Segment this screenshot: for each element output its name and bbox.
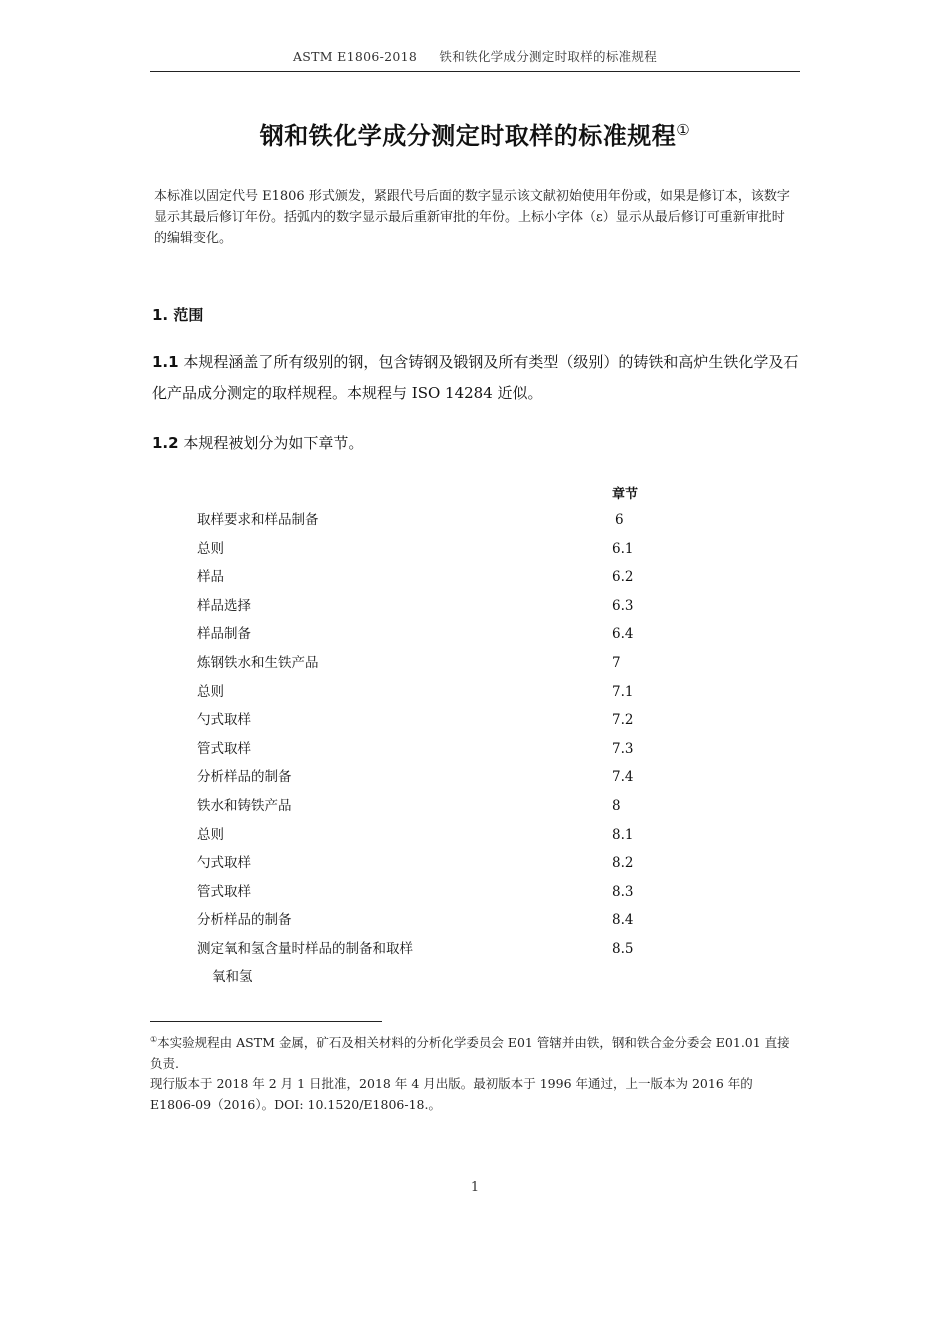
footnote-text-1: 本实验规程由 ASTM 金属，矿石及相关材料的分析化学委员会 E01 管辖并由铁，钢和铁合金分委会 E01.01 直接负责.	[150, 1035, 790, 1071]
contents-row-continuation: 氧和氢	[212, 969, 253, 985]
contents-row-section: 7.3	[612, 740, 634, 757]
contents-row-name: 管式取样	[197, 740, 251, 757]
contents-row	[197, 706, 657, 735]
contents-row	[197, 935, 657, 964]
contents-row-name: 勺式取样	[197, 855, 251, 872]
contents-row-name: 总则	[197, 683, 224, 700]
paragraph-number: 1.1	[152, 353, 179, 371]
contents-row	[197, 620, 657, 649]
contents-list	[197, 506, 657, 964]
contents-row	[197, 535, 657, 564]
paragraph-text: 本规程被划分为如下章节。	[183, 434, 364, 452]
contents-row	[197, 563, 657, 592]
section-heading-scope: 1. 范围	[152, 306, 204, 324]
contents-column-header: 章节	[612, 487, 639, 502]
contents-row-name: 管式取样	[197, 883, 251, 900]
contents-row-section: 7.1	[612, 683, 634, 700]
contents-row	[197, 849, 657, 878]
contents-row-name: 总则	[197, 540, 224, 557]
contents-row-section: 8.3	[612, 883, 634, 900]
running-header	[150, 47, 800, 65]
contents-row	[197, 792, 657, 821]
page-number: 1	[470, 1180, 480, 1195]
paragraph-1-1	[152, 347, 800, 409]
footnote-line-2: 现行版本于 2018 年 2 月 1 日批准，2018 年 4 月出版。最初版本于 1996 年通过，上一版本为 2016 年的 E1806-09（2016）。DOI: 10.1520/E1806-18.。	[150, 1076, 753, 1112]
contents-row-name: 样品	[197, 569, 224, 586]
contents-row	[197, 821, 657, 850]
header-title: 铁和铁化学成分测定时取样的标准规程	[439, 49, 658, 64]
contents-row-section: 8	[612, 797, 621, 814]
contents-row-section: 6	[615, 512, 624, 528]
contents-row-section: 6.4	[612, 626, 634, 643]
contents-row	[197, 649, 657, 678]
contents-row	[197, 678, 657, 707]
document-title-text: 钢和铁化学成分测定时取样的标准规程	[259, 122, 677, 150]
footnote-divider	[150, 1021, 382, 1022]
contents-row	[197, 735, 657, 764]
contents-row-name: 测定氧和氢含量时样品的制备和取样	[197, 940, 413, 957]
contents-row-name: 分析样品的制备	[197, 769, 292, 786]
footnote	[150, 1030, 800, 1115]
preface-note: 本标准以固定代号 E1806 形式颁发，紧跟代号后面的数字显示该文献初始使用年份或，如果是修订本，该数字显示其最后修订年份。括弧内的数字显示最后重新审批的年份。上标小字体（ε）显示从最后修订可重新审批时的编辑变化。	[154, 189, 790, 246]
contents-row	[197, 906, 657, 935]
paragraph-number: 1.2	[152, 434, 179, 452]
contents-row-section: 8.4	[612, 912, 634, 929]
contents-row-name: 总则	[197, 826, 224, 843]
contents-row-name: 铁水和铸铁产品	[197, 797, 292, 814]
contents-row-name: 炼钢铁水和生铁产品	[197, 654, 319, 671]
contents-row-section: 7	[612, 654, 621, 671]
contents-row-section: 7.4	[612, 769, 634, 786]
contents-row-section: 8.1	[612, 826, 634, 843]
contents-row-section: 6.3	[612, 597, 634, 614]
paragraph-1-2	[152, 428, 800, 459]
title-footnote-mark[interactable]: ①	[676, 121, 691, 139]
contents-row-name: 取样要求和样品制备	[197, 512, 319, 528]
footnote-line-1	[150, 1030, 800, 1074]
contents-row	[197, 878, 657, 907]
header-standard-code: ASTM E1806-2018	[292, 49, 418, 64]
paragraph-text: 本规程涵盖了所有级别的钢，包含铸钢及锻钢及所有类型（级别）的铸铁和高炉生铁化学及石化产品成分测定的取样规程。本规程与 ISO 14284 近似。	[152, 353, 799, 402]
contents-row-name: 样品选择	[197, 597, 251, 614]
footnote-mark: ①	[150, 1035, 158, 1044]
contents-row-name: 样品制备	[197, 626, 251, 643]
contents-row-name: 勺式取样	[197, 712, 251, 729]
contents-row	[197, 506, 657, 535]
contents-row-name: 分析样品的制备	[197, 912, 292, 929]
contents-row	[197, 592, 657, 621]
header-divider	[150, 71, 800, 72]
contents-row	[197, 763, 657, 792]
document-title	[0, 116, 950, 151]
contents-row-section: 8.2	[612, 855, 634, 872]
contents-row-section: 6.2	[612, 569, 634, 586]
contents-row-section: 6.1	[612, 540, 634, 557]
contents-row-section: 7.2	[612, 712, 634, 729]
contents-row-section: 8.5	[612, 940, 634, 957]
